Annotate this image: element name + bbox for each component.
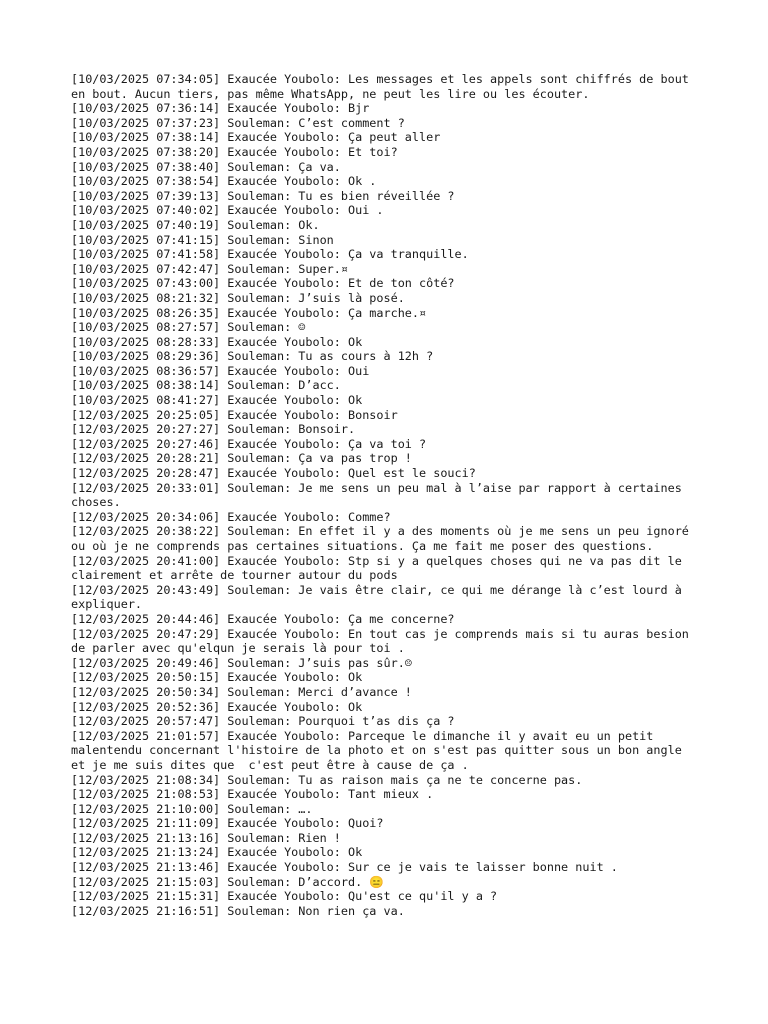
transcript-line: [12/03/2025 21:08:34] Souleman: Tu as raison mais ça ne te concerne pas. [71, 772, 583, 787]
transcript-line: [12/03/2025 20:44:46] Exaucée Youbolo: Ça me concerne? [71, 611, 455, 626]
transcript-line: [10/03/2025 07:39:13] Souleman: Tu es bien réveillée ? [71, 188, 455, 203]
transcript-line: [12/03/2025 21:08:53] Exaucée Youbolo: Tant mieux . [71, 787, 434, 802]
transcript-line: [10/03/2025 07:42:47] Souleman: Super.¤ [71, 261, 348, 276]
transcript-line: [12/03/2025 20:41:00] Exaucée Youbolo: Stp si y a quelques choses qui ne va pas dit le clairement et arrête de tourner autour du pods [71, 553, 689, 583]
transcript-line: [10/03/2025 08:36:57] Exaucée Youbolo: Oui [71, 363, 370, 378]
transcript-line: [12/03/2025 20:43:49] Souleman: Je vais être clair, ce qui me dérange là c’est lourd à expliquer. [71, 582, 689, 612]
transcript-line: [10/03/2025 08:29:36] Souleman: Tu as cours à 12h ? [71, 349, 434, 364]
transcript-line: [12/03/2025 20:33:01] Souleman: Je me sens un peu mal à l’aise par rapport à certaines choses. [71, 480, 689, 510]
transcript-line: [12/03/2025 21:15:31] Exaucée Youbolo: Qu'est ce qu'il y a ? [71, 889, 498, 904]
transcript-line: [10/03/2025 07:40:02] Exaucée Youbolo: Oui . [71, 203, 384, 218]
transcript-line: [12/03/2025 20:34:06] Exaucée Youbolo: Comme? [71, 509, 391, 524]
transcript-line: [12/03/2025 21:01:57] Exaucée Youbolo: Parceque le dimanche il y avait eu un petit malentendu concernant l'histoire de la photo et on s'est pas quitter sous un bon angle et je me suis dites que c'est peut être à cause de ça . [71, 728, 689, 772]
transcript-line: [12/03/2025 20:49:46] Souleman: J’suis pas sûr.☹ [71, 655, 412, 670]
transcript-line: [10/03/2025 07:38:14] Exaucée Youbolo: Ça peut aller [71, 130, 441, 145]
transcript-line: [10/03/2025 07:38:40] Souleman: Ça va. [71, 159, 341, 174]
transcript-line: [10/03/2025 08:21:32] Souleman: J’suis là posé. [71, 290, 405, 305]
transcript-line: [12/03/2025 20:52:36] Exaucée Youbolo: Ok [71, 699, 363, 714]
transcript-line: [10/03/2025 07:43:00] Exaucée Youbolo: Et de ton côté? [71, 276, 455, 291]
transcript-line: [10/03/2025 08:28:33] Exaucée Youbolo: Ok [71, 334, 363, 349]
transcript-line: [12/03/2025 20:50:34] Souleman: Merci d’avance ! [71, 684, 412, 699]
transcript-line: [12/03/2025 20:50:15] Exaucée Youbolo: Ok [71, 670, 363, 685]
transcript-line: [12/03/2025 21:13:16] Souleman: Rien ! [71, 830, 341, 845]
transcript-line: [10/03/2025 07:37:23] Souleman: C’est comment ? [71, 115, 405, 130]
transcript-line: [12/03/2025 21:10:00] Souleman: …. [71, 801, 313, 816]
transcript-line: [12/03/2025 20:28:21] Souleman: Ça va pas trop ! [71, 451, 412, 466]
transcript-line: [12/03/2025 20:27:46] Exaucée Youbolo: Ça va toi ? [71, 436, 427, 451]
transcript-line: [12/03/2025 20:47:29] Exaucée Youbolo: En tout cas je comprends mais si tu auras besion de parler avec qu'elqun je serais là pour toi . [71, 626, 697, 656]
transcript-line: [10/03/2025 08:27:57] Souleman: ☺ [71, 320, 306, 335]
transcript-line: [12/03/2025 21:13:46] Exaucée Youbolo: Sur ce je vais te laisser bonne nuit . [71, 860, 618, 875]
transcript-line: [12/03/2025 20:25:05] Exaucée Youbolo: Bonsoir [71, 407, 398, 422]
transcript-line: [12/03/2025 21:11:09] Exaucée Youbolo: Quoi? [71, 816, 384, 831]
transcript-line: [12/03/2025 20:57:47] Souleman: Pourquoi t’as dis ça ? [71, 714, 455, 729]
transcript-line: [10/03/2025 07:36:14] Exaucée Youbolo: Bjr [71, 101, 370, 116]
transcript-line: [10/03/2025 07:41:15] Souleman: Sinon [71, 232, 334, 247]
transcript-line: [12/03/2025 20:38:22] Souleman: En effet il y a des moments où je me sens un peu ignoré ou où je ne comprends pas certaines situations. Ça me fait me poser des questions. [71, 524, 697, 553]
transcript-line: [12/03/2025 21:15:03] Souleman: D’accord. 😑 [71, 874, 384, 889]
transcript-line: [12/03/2025 21:16:51] Souleman: Non rien ça va. [71, 903, 405, 918]
transcript-line: [10/03/2025 07:38:54] Exaucée Youbolo: Ok . [71, 174, 377, 189]
transcript-line: [10/03/2025 07:40:19] Souleman: Ok. [71, 217, 320, 232]
transcript-line: [12/03/2025 20:28:47] Exaucée Youbolo: Quel est le souci? [71, 466, 476, 481]
transcript-line: [10/03/2025 07:38:20] Exaucée Youbolo: Et toi? [71, 144, 398, 159]
transcript-line: [10/03/2025 08:26:35] Exaucée Youbolo: Ça marche.¤ [71, 305, 427, 320]
transcript-line: [10/03/2025 07:34:05] Exaucée Youbolo: Les messages et les appels sont chiffrés de bout en bout. Aucun tiers, pas même WhatsApp, ne peut les lire ou les écouter. [71, 72, 697, 101]
transcript-line: [10/03/2025 07:41:58] Exaucée Youbolo: Ça va tranquille. [71, 247, 469, 262]
transcript-line: [12/03/2025 20:27:27] Souleman: Bonsoir. [71, 422, 356, 437]
transcript-line: [10/03/2025 08:41:27] Exaucée Youbolo: Ok [71, 393, 363, 408]
transcript-line: [12/03/2025 21:13:24] Exaucée Youbolo: Ok [71, 845, 363, 860]
chat-transcript [71, 72, 701, 918]
transcript-line: [10/03/2025 08:38:14] Souleman: D’acc. [71, 378, 341, 393]
